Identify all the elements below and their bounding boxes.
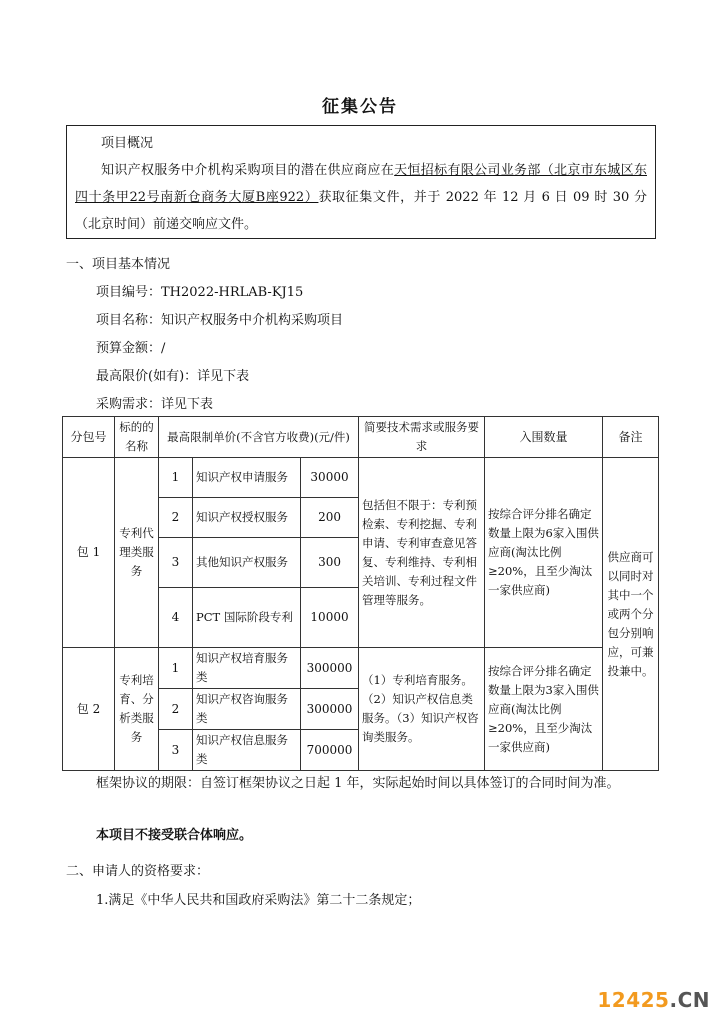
pkg2-item3-price: 700000 bbox=[301, 730, 359, 771]
watermark-suffix: .CN bbox=[669, 988, 710, 1012]
site-watermark-logo bbox=[597, 988, 710, 1012]
pkg1-item3-no: 3 bbox=[159, 538, 193, 588]
pkg1-subject: 专利代理类服务 bbox=[115, 458, 159, 648]
project-number: 项目编号：TH2022-HRLAB-KJ15 bbox=[96, 285, 304, 300]
header-price: 最高限制单价(不含官方收费)(元/件) bbox=[159, 417, 359, 458]
pkg2-item2-name: 知识产权咨询服务类 bbox=[193, 689, 301, 730]
qualification-item-1: 1.满足《中华人民共和国政府采购法》第二十二条规定； bbox=[96, 893, 421, 908]
pkg2-item3-no: 3 bbox=[159, 730, 193, 771]
table-header-row bbox=[63, 417, 659, 458]
header-remark: 备注 bbox=[603, 417, 659, 458]
header-quantity: 入围数量 bbox=[485, 417, 603, 458]
section1-heading: 一、项目基本情况 bbox=[66, 257, 171, 272]
pkg1-requirement: 包括但不限于：专利预检索、专利挖掘、专利申请、专利审查意见答复、专利维持、专利相关培训、专利过程文件管理等服务。 bbox=[359, 458, 485, 648]
pkg1-item1-price: 30000 bbox=[301, 458, 359, 498]
max-price: 最高限价(如有)：详见下表 bbox=[96, 369, 250, 384]
project-overview-box bbox=[66, 125, 656, 239]
pkg2-quantity: 按综合评分排名确定数量上限为3家入围供应商(淘汰比例≥20%，且至少淘汰一家供应商) bbox=[485, 648, 603, 771]
pkg2-item2-price: 300000 bbox=[301, 689, 359, 730]
pkg1-item1-name: 知识产权申请服务 bbox=[193, 458, 301, 498]
pkg2-item2-no: 2 bbox=[159, 689, 193, 730]
pkg2-item1-price: 300000 bbox=[301, 648, 359, 689]
pkg1-item3-name: 其他知识产权服务 bbox=[193, 538, 301, 588]
pkg1-item4-no: 4 bbox=[159, 588, 193, 648]
framework-term: 框架协议的期限：自签订框架协议之日起 1 年，实际起始时间以具体签订的合同时间为准。 bbox=[96, 776, 620, 791]
table-row bbox=[63, 458, 659, 498]
pkg1-item2-no: 2 bbox=[159, 498, 193, 538]
pkg1-item3-price: 300 bbox=[301, 538, 359, 588]
project-name: 项目名称：知识产权服务中介机构采购项目 bbox=[96, 313, 344, 328]
pkg1-item1-no: 1 bbox=[159, 458, 193, 498]
pkg2-item1-no: 1 bbox=[159, 648, 193, 689]
pkg2-item1-name: 知识产权培育服务类 bbox=[193, 648, 301, 689]
budget-amount: 预算金额：/ bbox=[96, 341, 166, 356]
pkg1-item4-price: 10000 bbox=[301, 588, 359, 648]
pkg2-name: 包 2 bbox=[63, 648, 115, 771]
pkg2-subject: 专利培育、分析类服务 bbox=[115, 648, 159, 771]
overview-text-post: 获取征集文件，并于 2022 年 12 月 6 日 09 时 30 分（北京时间）前递交响应文件。 bbox=[75, 190, 647, 232]
overview-text-place: 天恒招标有限公司业务部（北京市东城区东四十条甲22号南新仓商务大厦B座922） bbox=[75, 163, 647, 205]
remark-cell: 供应商可以同时对其中一个或两个分包分别响应，可兼投兼中。 bbox=[603, 458, 659, 771]
overview-heading: 项目概况 bbox=[101, 136, 154, 151]
pkg2-item3-name: 知识产权信息服务类 bbox=[193, 730, 301, 771]
pkg1-item4-name: PCT 国际阶段专利 bbox=[193, 588, 301, 648]
table-row bbox=[63, 648, 659, 689]
overview-text-pre: 知识产权服务中介机构采购项目的潜在供应商应在 bbox=[101, 163, 395, 178]
pkg1-quantity: 按综合评分排名确定数量上限为6家入围供应商(淘汰比例≥20%，且至少淘汰一家供应商) bbox=[485, 458, 603, 648]
pkg1-item2-name: 知识产权授权服务 bbox=[193, 498, 301, 538]
procurement-table bbox=[62, 416, 659, 771]
header-requirement: 简要技术需求或服务要求 bbox=[359, 417, 485, 458]
section2-heading: 二、申请人的资格要求： bbox=[66, 864, 210, 879]
watermark-main: 12425 bbox=[597, 988, 670, 1012]
header-subject: 标的的名称 bbox=[115, 417, 159, 458]
page-title: 征集公告 bbox=[322, 97, 398, 117]
header-package: 分包号 bbox=[63, 417, 115, 458]
pkg1-name: 包 1 bbox=[63, 458, 115, 648]
procurement-demand: 采购需求：详见下表 bbox=[96, 397, 214, 412]
pkg2-requirement: （1）专利培育服务。（2）知识产权信息类服务。（3）知识产权咨询类服务。 bbox=[359, 648, 485, 771]
overview-text bbox=[75, 157, 647, 238]
pkg1-item2-price: 200 bbox=[301, 498, 359, 538]
no-consortium-notice: 本项目不接受联合体响应。 bbox=[96, 828, 253, 843]
